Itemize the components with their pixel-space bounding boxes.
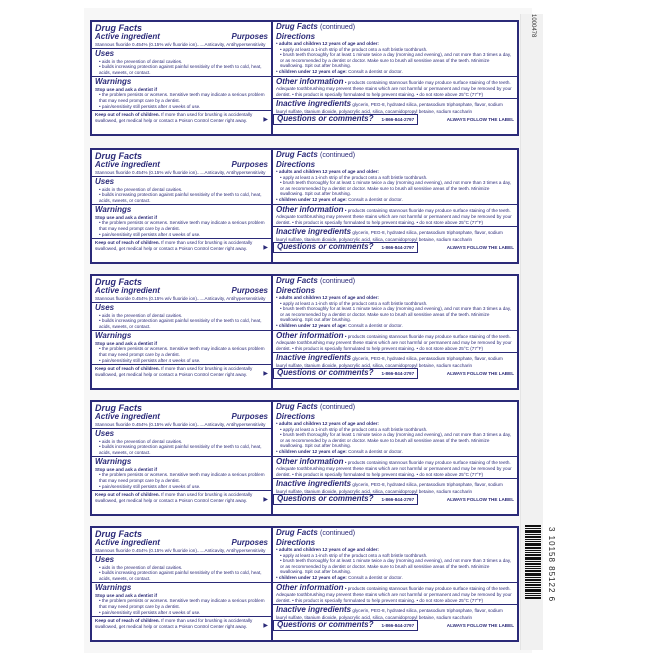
active-ingredient-heading: Active ingredient (95, 32, 160, 41)
other-information: Other information • products containing stannous fluoride may produce surface staining of the teeth. Adequate toothbrushing may prevent these stains which are not harmful or permanent and may be removed by your dentist. • this product is specially formulated to help prevent staining. • do not store above 25°C (77°F) (276, 330, 512, 351)
always-follow-label: ALWAYS FOLLOW THE LABEL (446, 496, 514, 502)
direction-item: • apply at least a 1-inch strip of the product onto a soft bristle toothbrush. (280, 300, 428, 306)
adults-label: • adults and children 12 years of age and older: (276, 41, 379, 46)
continued-title: Drug Facts (276, 402, 318, 411)
uses-item: • aids in the prevention of dental cavities. (99, 438, 183, 444)
direction-item: • brush teeth thoroughly for at least 1 minute twice a day (morning and evening), and not more than 3 times a day, or as recommended by a dentist or doctor. Make sure to brush all sensitive areas of the teeth. Minimize swallowing. Spit out after brushing. (280, 432, 512, 449)
continue-arrow-icon: ▶ (263, 244, 268, 251)
drug-facts-title: Drug Facts (95, 529, 143, 539)
drug-facts-panel (90, 400, 519, 516)
keep-out-of-reach: Keep out of reach of children. If more than used for brushing is accidentally swallowed, get medical help or contact a Poison Control Center right away. ▶ (95, 112, 268, 123)
drug-facts-panel (90, 526, 519, 642)
adults-label: • adults and children 12 years of age and older: (276, 295, 379, 300)
warning-item: • pain/sensitivity still persists after 4 weeks of use. (99, 357, 201, 363)
questions-box: Questions or comments? 1-866-844-2797 (273, 242, 418, 253)
drug-facts-title: Drug Facts (95, 403, 143, 413)
continue-arrow-icon: ▶ (263, 370, 268, 377)
drug-facts-title: Drug Facts (95, 23, 143, 33)
warnings-heading: Warnings (95, 457, 132, 467)
phone-number: 1-866-844-2797 (381, 623, 415, 629)
continued-label: (continued) (320, 152, 356, 159)
continue-arrow-icon: ▶ (263, 496, 268, 503)
drug-facts-title: Drug Facts (95, 277, 143, 287)
warnings-heading: Warnings (95, 583, 132, 593)
questions-box: Questions or comments? 1-866-844-2797 (273, 620, 418, 631)
active-ingredient-text: Stannous fluoride 0.454% (0.15% w/v fluoride ion)......Anticavity, Antihypersensitivity (95, 547, 266, 553)
active-ingredient-text: Stannous fluoride 0.454% (0.15% w/v fluoride ion)......Anticavity, Antihypersensitivity (95, 41, 266, 47)
continued-title: Drug Facts (276, 276, 318, 285)
inactive-ingredients: Inactive ingredients glycerin, PEG-8, hydrated silica, pentasodium triphosphate, flavor, sodium lauryl sulfate, titanium dioxide, polyacrylic acid, silica, cocamidopropyl betaine, sodium saccharin (276, 479, 503, 494)
other-information: Other information • products containing stannous fluoride may produce surface staining of the teeth. Adequate toothbrushing may prevent these stains which are not harmful or permanent and may be removed by your dentist. • this product is specially formulated to help prevent staining. • do not store above 25°C (77°F) (276, 456, 512, 477)
warning-item: • the problem persists or worsens. Sensitive teeth may indicate a serious problem that may need prompt care by a dentist. (99, 598, 265, 610)
warning-item: • pain/sensitivity still persists after 4 weeks of use. (99, 609, 201, 615)
warning-item: • the problem persists or worsens. Sensitive teeth may indicate a serious problem that may need prompt care by a dentist. (99, 92, 265, 104)
drug-facts-left-column (90, 148, 273, 264)
active-ingredient-heading: Active ingredient (95, 412, 160, 421)
children-direction: • children under 12 years of age: Consult a dentist or doctor. (276, 574, 403, 580)
continued-label: (continued) (320, 278, 356, 285)
drug-facts-panel (90, 148, 519, 264)
children-direction: • children under 12 years of age: Consult a dentist or doctor. (276, 448, 403, 454)
direction-item: • apply at least a 1-inch strip of the product onto a soft bristle toothbrush. (280, 46, 428, 52)
uses-item: • builds increasing protection against painful sensitivity of the teeth to cold, heat, acids, sweets, or contact. (99, 318, 262, 329)
stop-use-label: Stop use and ask a dentist if (95, 214, 158, 220)
keep-out-of-reach: Keep out of reach of children. If more than used for brushing is accidentally swallowed, get medical help or contact a Poison Control Center right away. ▶ (95, 618, 268, 629)
active-ingredient-heading: Active ingredient (95, 286, 160, 295)
questions-box: Questions or comments? 1-866-844-2797 (273, 368, 418, 379)
direction-item: • apply at least a 1-inch strip of the product onto a soft bristle toothbrush. (280, 552, 428, 558)
directions-heading: Directions (276, 411, 316, 421)
directions-heading: Directions (276, 285, 316, 295)
barcode (525, 525, 547, 635)
drug-facts-left-column (90, 526, 273, 642)
uses-item: • aids in the prevention of dental cavities. (99, 58, 183, 64)
direction-item: • brush teeth thoroughly for at least 1 minute twice a day (morning and evening), and not more than 3 times a day, or as recommended by a dentist or doctor. Make sure to brush all sensitive areas of the teeth. Minimize swallowing. Spit out after brushing. (280, 306, 512, 323)
children-direction: • children under 12 years of age: Consult a dentist or doctor. (276, 68, 403, 74)
phone-number: 1-866-844-2797 (381, 245, 415, 251)
active-ingredient-heading: Active ingredient (95, 160, 160, 169)
uses-heading: Uses (95, 49, 115, 59)
uses-item: • builds increasing protection against painful sensitivity of the teeth to cold, heat, acids, sweets, or contact. (99, 64, 262, 75)
inactive-ingredients: Inactive ingredients glycerin, PEG-8, hydrated silica, pentasodium triphosphate, flavor, sodium lauryl sulfate, titanium dioxide, polyacrylic acid, silica, cocamidopropyl betaine, sodium saccharin (276, 605, 503, 620)
stop-use-label: Stop use and ask a dentist if (95, 340, 158, 346)
directions-heading: Directions (276, 159, 316, 169)
purposes-heading: Purposes (231, 412, 268, 421)
warning-item: • pain/sensitivity still persists after 4 weeks of use. (99, 103, 201, 109)
inactive-ingredients: Inactive ingredients glycerin, PEG-8, hydrated silica, pentasodium triphosphate, flavor, sodium lauryl sulfate, titanium dioxide, polyacrylic acid, silica, cocamidopropyl betaine, sodium saccharin (276, 353, 503, 368)
active-ingredient-heading: Active ingredient (95, 538, 160, 547)
inactive-ingredients: Inactive ingredients glycerin, PEG-8, hydrated silica, pentasodium triphosphate, flavor, sodium lauryl sulfate, titanium dioxide, polyacrylic acid, silica, cocamidopropyl betaine, sodium saccharin (276, 227, 503, 242)
other-information: Other information • products containing stannous fluoride may produce surface staining of the teeth. Adequate toothbrushing may prevent these stains which are not harmful or permanent and may be removed by your dentist. • this product is specially formulated to help prevent staining. • do not store above 25°C (77°F) (276, 76, 512, 97)
adults-label: • adults and children 12 years of age and older: (276, 421, 379, 426)
keep-out-of-reach: Keep out of reach of children. If more than used for brushing is accidentally swallowed, get medical help or contact a Poison Control Center right away. ▶ (95, 240, 268, 251)
adults-label: • adults and children 12 years of age and older: (276, 547, 379, 552)
other-information: Other information • products containing stannous fluoride may produce surface staining of the teeth. Adequate toothbrushing may prevent these stains which are not harmful or permanent and may be removed by your dentist. • this product is specially formulated to help prevent staining. • do not store above 25°C (77°F) (276, 582, 512, 603)
continue-arrow-icon: ▶ (263, 622, 268, 629)
uses-item: • aids in the prevention of dental cavities. (99, 312, 183, 318)
drug-facts-right-column (273, 526, 519, 642)
phone-number: 1-866-844-2797 (381, 497, 415, 503)
direction-item: • brush teeth thoroughly for at least 1 minute twice a day (morning and evening), and not more than 3 times a day, or as recommended by a dentist or doctor. Make sure to brush all sensitive areas of the teeth. Minimize swallowing. Spit out after brushing. (280, 180, 512, 197)
continued-label: (continued) (320, 530, 356, 537)
active-ingredient-text: Stannous fluoride 0.454% (0.15% w/v fluoride ion)......Anticavity, Antihypersensitivity (95, 169, 266, 175)
drug-facts-panel (90, 20, 519, 136)
stop-use-label: Stop use and ask a dentist if (95, 592, 158, 598)
keep-out-of-reach: Keep out of reach of children. If more than used for brushing is accidentally swallowed, get medical help or contact a Poison Control Center right away. ▶ (95, 492, 268, 503)
questions-box: Questions or comments? 1-866-844-2797 (273, 114, 418, 125)
drug-facts-left-column (90, 274, 273, 390)
direction-item: • brush teeth thoroughly for at least 1 minute twice a day (morning and evening), and not more than 3 times a day, or as recommended by a dentist or doctor. Make sure to brush all sensitive areas of the teeth. Minimize swallowing. Spit out after brushing. (280, 558, 512, 575)
warning-item: • pain/sensitivity still persists after 4 weeks of use. (99, 231, 201, 237)
always-follow-label: ALWAYS FOLLOW THE LABEL (446, 244, 514, 250)
continued-title: Drug Facts (276, 528, 318, 537)
warning-item: • the problem persists or worsens. Sensitive teeth may indicate a serious problem that may need prompt care by a dentist. (99, 346, 265, 358)
directions-heading: Directions (276, 31, 316, 41)
uses-heading: Uses (95, 177, 115, 187)
continue-arrow-icon: ▶ (263, 116, 268, 123)
uses-heading: Uses (95, 555, 115, 565)
purposes-heading: Purposes (231, 538, 268, 547)
purposes-heading: Purposes (231, 32, 268, 41)
uses-item: • aids in the prevention of dental cavities. (99, 564, 183, 570)
warnings-heading: Warnings (95, 205, 132, 215)
children-direction: • children under 12 years of age: Consult a dentist or doctor. (276, 322, 403, 328)
other-information: Other information • products containing stannous fluoride may produce surface staining of the teeth. Adequate toothbrushing may prevent these stains which are not harmful or permanent and may be removed by your dentist. • this product is specially formulated to help prevent staining. • do not store above 25°C (77°F) (276, 204, 512, 225)
barcode-number: 3 10158 85122 6 (547, 527, 556, 603)
warnings-heading: Warnings (95, 331, 132, 341)
drug-facts-right-column (273, 20, 519, 136)
phone-number: 1-866-844-2797 (381, 117, 415, 123)
active-ingredient-text: Stannous fluoride 0.454% (0.15% w/v fluoride ion)......Anticavity, Antihypersensitivity (95, 295, 266, 301)
purposes-heading: Purposes (231, 286, 268, 295)
direction-item: • brush teeth thoroughly for at least 1 minute twice a day (morning and evening), and not more than 3 times a day, or as recommended by a dentist or doctor. Make sure to brush all sensitive areas of the teeth. Minimize swallowing. Spit out after brushing. (280, 52, 512, 69)
lot-code: 1000478 (530, 14, 536, 38)
directions-heading: Directions (276, 537, 316, 547)
drug-facts-left-column (90, 20, 273, 136)
uses-item: • aids in the prevention of dental cavities. (99, 186, 183, 192)
always-follow-label: ALWAYS FOLLOW THE LABEL (446, 370, 514, 376)
drug-facts-right-column (273, 274, 519, 390)
continued-title: Drug Facts (276, 150, 318, 159)
continued-label: (continued) (320, 24, 356, 31)
adults-label: • adults and children 12 years of age and older: (276, 169, 379, 174)
inactive-ingredients: Inactive ingredients glycerin, PEG-8, hydrated silica, pentasodium triphosphate, flavor, sodium lauryl sulfate, titanium dioxide, polyacrylic acid, silica, cocamidopropyl betaine, sodium saccharin (276, 99, 503, 114)
always-follow-label: ALWAYS FOLLOW THE LABEL (446, 116, 514, 122)
active-ingredient-text: Stannous fluoride 0.454% (0.15% w/v fluoride ion)......Anticavity, Antihypersensitivity (95, 421, 266, 427)
always-follow-label: ALWAYS FOLLOW THE LABEL (446, 622, 514, 628)
continued-title: Drug Facts (276, 22, 318, 31)
continued-label: (continued) (320, 404, 356, 411)
drug-facts-panel (90, 274, 519, 390)
warnings-heading: Warnings (95, 77, 132, 87)
questions-box: Questions or comments? 1-866-844-2797 (273, 494, 418, 505)
drug-facts-left-column (90, 400, 273, 516)
children-direction: • children under 12 years of age: Consult a dentist or doctor. (276, 196, 403, 202)
stop-use-label: Stop use and ask a dentist if (95, 86, 158, 92)
warning-item: • the problem persists or worsens. Sensitive teeth may indicate a serious problem that may need prompt care by a dentist. (99, 472, 265, 484)
uses-heading: Uses (95, 429, 115, 439)
uses-item: • builds increasing protection against painful sensitivity of the teeth to cold, heat, acids, sweets, or contact. (99, 444, 262, 455)
uses-item: • builds increasing protection against painful sensitivity of the teeth to cold, heat, acids, sweets, or contact. (99, 192, 262, 203)
purposes-heading: Purposes (231, 160, 268, 169)
uses-item: • builds increasing protection against painful sensitivity of the teeth to cold, heat, acids, sweets, or contact. (99, 570, 262, 581)
stop-use-label: Stop use and ask a dentist if (95, 466, 158, 472)
keep-out-of-reach: Keep out of reach of children. If more than used for brushing is accidentally swallowed, get medical help or contact a Poison Control Center right away. ▶ (95, 366, 268, 377)
drug-facts-title: Drug Facts (95, 151, 143, 161)
drug-facts-right-column (273, 400, 519, 516)
uses-heading: Uses (95, 303, 115, 313)
warning-item: • the problem persists or worsens. Sensitive teeth may indicate a serious problem that may need prompt care by a dentist. (99, 220, 265, 232)
direction-item: • apply at least a 1-inch strip of the product onto a soft bristle toothbrush. (280, 426, 428, 432)
direction-item: • apply at least a 1-inch strip of the product onto a soft bristle toothbrush. (280, 174, 428, 180)
drug-facts-right-column (273, 148, 519, 264)
warning-item: • pain/sensitivity still persists after 4 weeks of use. (99, 483, 201, 489)
phone-number: 1-866-844-2797 (381, 371, 415, 377)
